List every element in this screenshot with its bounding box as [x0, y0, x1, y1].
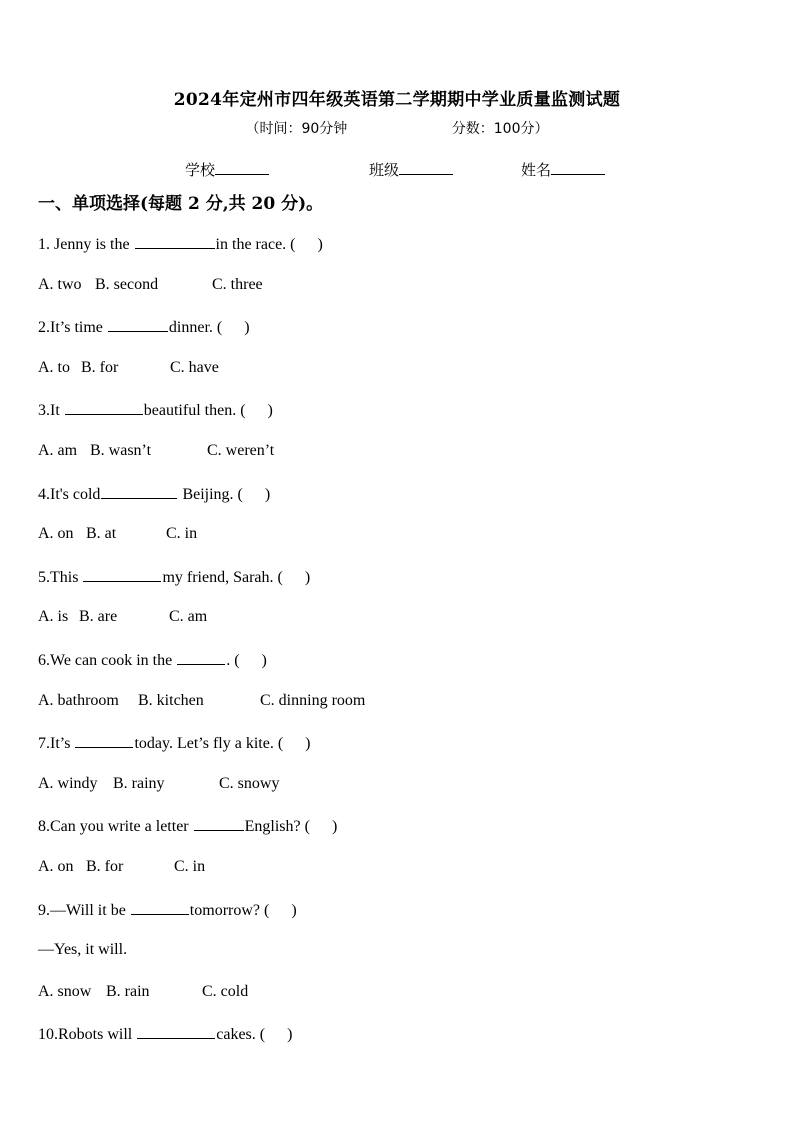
option-c[interactable]: C. snowy — [219, 774, 280, 792]
question-10 — [38, 1022, 758, 1064]
question-text: 9.—Will it be — [38, 901, 130, 919]
answer-blank[interactable] — [131, 898, 189, 915]
option-c[interactable]: C. three — [212, 275, 263, 293]
option-c[interactable]: C. weren’t — [207, 441, 275, 459]
name-label: 姓名 — [521, 161, 552, 179]
option-b[interactable]: B. rainy — [113, 774, 165, 792]
question-text: 10.Robots will — [38, 1026, 137, 1044]
school-field[interactable] — [185, 159, 269, 180]
class-label: 班级 — [369, 161, 400, 179]
option-a[interactable]: A. windy — [38, 774, 98, 792]
question-text-after: tomorrow? ( — [189, 901, 270, 919]
question-text-after: Beijing. ( — [178, 485, 243, 503]
school-blank[interactable] — [215, 160, 269, 175]
answer-blank[interactable] — [75, 731, 133, 748]
options-row — [38, 690, 758, 732]
bracket-close: ) — [305, 735, 311, 753]
question-text: 3.It — [38, 402, 64, 420]
bracket-close: ) — [264, 485, 271, 503]
question-4 — [38, 482, 758, 524]
answer-blank[interactable] — [101, 482, 177, 499]
option-c[interactable]: C. in — [166, 525, 198, 543]
question-text-after: cakes. ( — [216, 1026, 266, 1044]
option-c[interactable]: C. am — [169, 608, 208, 626]
answer-blank[interactable] — [135, 232, 215, 249]
options-row — [38, 523, 758, 565]
bracket-close: ) — [331, 818, 338, 836]
bracket-close: ) — [304, 568, 311, 586]
options-row — [38, 440, 758, 482]
question-text-after: my friend, Sarah. ( — [162, 568, 283, 586]
question-3 — [38, 398, 758, 440]
question-text: 4.It's cold — [38, 485, 101, 503]
option-b[interactable]: B. rain — [106, 982, 150, 1000]
option-c[interactable]: C. dinning room — [260, 691, 366, 709]
exam-time: （时间：90分钟 — [245, 121, 348, 137]
question-text: 5.This — [38, 568, 83, 586]
question-text-after: beautiful then. ( — [143, 402, 246, 420]
class-field[interactable] — [369, 159, 453, 180]
options-row — [38, 274, 758, 316]
option-b[interactable]: B. at — [86, 525, 117, 543]
option-a[interactable]: A. snow — [38, 982, 92, 1000]
question-text: 7.It’s — [38, 735, 75, 753]
question-text-after: dinner. ( — [168, 319, 223, 337]
option-b[interactable]: B. second — [95, 275, 159, 293]
bracket-close: ) — [287, 1026, 293, 1044]
name-field[interactable] — [521, 159, 605, 180]
options-row — [38, 773, 758, 815]
bracket-close: ) — [291, 901, 297, 919]
answer-blank[interactable] — [177, 648, 225, 665]
name-blank[interactable] — [551, 160, 605, 175]
answer-blank[interactable] — [194, 814, 244, 831]
bracket-close: ) — [261, 651, 267, 669]
question-text-after: today. Let’s fly a kite. ( — [134, 735, 284, 753]
exam-title: 2024年定州市四年级英语第二学期期中学业质量监测试题 — [173, 90, 621, 110]
question-text: 8.Can you write a letter — [38, 818, 193, 836]
question-8 — [38, 814, 758, 856]
answer-blank[interactable] — [108, 315, 168, 332]
section-heading: 一、单项选择(每题 2 分,共 20 分)。 — [38, 194, 324, 214]
option-b[interactable]: B. are — [79, 608, 118, 626]
options-row — [38, 606, 758, 648]
question-9 — [38, 898, 758, 940]
option-a[interactable]: A. on — [38, 857, 74, 875]
bracket-close: ) — [244, 319, 250, 337]
option-a[interactable]: A. two — [38, 275, 82, 293]
question-text-after: . ( — [226, 651, 240, 669]
school-label: 学校 — [185, 161, 216, 179]
dialogue-response: —Yes, it will. — [38, 941, 128, 959]
option-c[interactable]: C. cold — [202, 982, 249, 1000]
question-text-after: English? ( — [244, 818, 310, 836]
option-a[interactable]: A. bathroom — [38, 691, 119, 709]
option-a[interactable]: A. on — [38, 525, 74, 543]
answer-blank[interactable] — [65, 398, 143, 415]
exam-score: 分数：100分） — [451, 121, 549, 137]
option-b[interactable]: B. for — [86, 857, 124, 875]
question-6 — [38, 648, 758, 690]
class-blank[interactable] — [399, 160, 453, 175]
option-a[interactable]: A. to — [38, 358, 70, 376]
question-5 — [38, 565, 758, 607]
question-text: 2.It’s time — [38, 319, 107, 337]
option-c[interactable]: C. in — [174, 857, 206, 875]
option-b[interactable]: B. wasn’t — [90, 441, 152, 459]
question-1 — [38, 232, 758, 274]
bracket-close: ) — [317, 236, 323, 253]
options-row — [38, 981, 758, 1023]
options-row — [38, 856, 758, 898]
bracket-close: ) — [267, 402, 273, 420]
exam-meta — [0, 118, 794, 138]
question-text: 1. Jenny is the — [38, 236, 134, 253]
options-row — [38, 357, 758, 399]
option-b[interactable]: B. kitchen — [138, 691, 204, 709]
option-b[interactable]: B. for — [81, 358, 119, 376]
answer-blank[interactable] — [137, 1022, 215, 1039]
question-text-after: in the race. ( — [215, 236, 296, 253]
question-list — [38, 232, 758, 1064]
option-a[interactable]: A. is — [38, 608, 69, 626]
option-c[interactable]: C. have — [170, 358, 219, 376]
answer-blank[interactable] — [83, 565, 161, 582]
question-2 — [38, 315, 758, 357]
question-text: 6.We can cook in the — [38, 651, 177, 669]
question-7 — [38, 731, 758, 773]
option-a[interactable]: A. am — [38, 441, 78, 459]
